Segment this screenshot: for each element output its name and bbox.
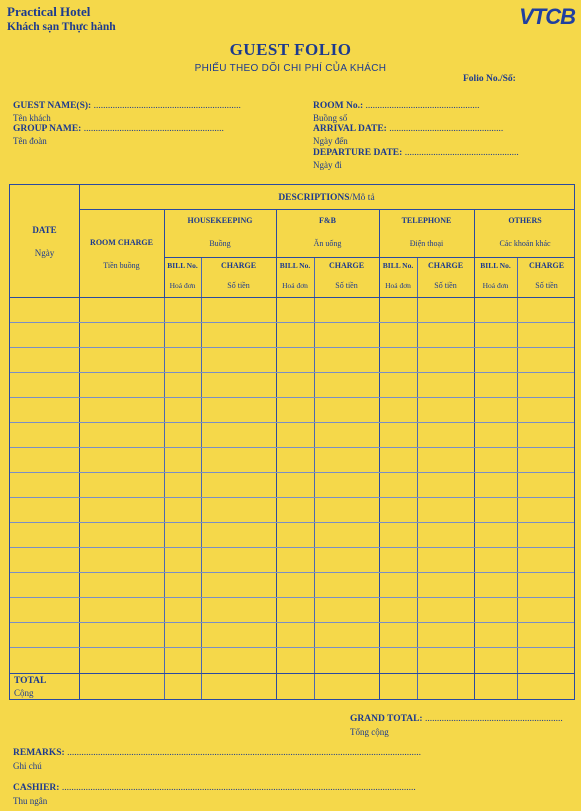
row-line [10,572,574,573]
departure-date-dots: ................................................ [404,148,519,158]
total-label: TOTAL [14,676,47,686]
fb-header-vi: Ăn uống [313,239,342,248]
room-charge-header-vi: Tiền buồng [103,261,140,270]
remarks-label: REMARKS: [13,748,65,758]
row-line [10,322,574,323]
arrival-date-field[interactable] [313,124,503,134]
group-name-field[interactable] [13,124,224,134]
remarks-field[interactable] [13,748,578,758]
group-name-vi: Tên đoàn [13,136,47,146]
telephone-header: TELEPHONE [401,216,452,225]
hk-charge-header-vi: Số tiền [227,281,250,290]
descriptions-label: DESCRIPTIONS [278,193,350,203]
room-no-vi: Buồng số [313,113,348,123]
grid-line [314,257,315,699]
row-line [10,547,574,548]
room-no-field[interactable] [313,101,480,111]
row-line [10,397,574,398]
grid-line [164,257,574,258]
descriptions-label-vi: /Mô tả [349,193,375,203]
arrival-date-label: ARRIVAL DATE: [313,124,387,134]
row-line [10,522,574,523]
oth-charge-header-vi: Số tiền [535,281,558,290]
fb-charge-header: CHARGE [328,261,365,270]
row-line [10,497,574,498]
cashier-dots: ..................................................................................................................................................... [61,783,416,793]
arrival-date-dots: ................................................ [389,124,504,134]
oth-bill-no-header: BILL No. [480,261,511,270]
room-charge-header: ROOM CHARGE [90,238,153,247]
grid-line [164,297,165,699]
row-line [10,422,574,423]
tel-bill-no-header: BILL No. [382,261,414,270]
tel-charge-header-vi: Số tiền [434,281,457,290]
grid-line [201,257,202,699]
remarks-vi: Ghi chú [13,761,42,771]
tel-charge-header: CHARGE [427,261,464,270]
fb-header: F&B [319,216,336,225]
oth-charge-header: CHARGE [528,261,565,270]
total-line [10,673,574,674]
guest-name-label: GUEST NAME(S): [13,101,92,111]
arrival-date-vi: Ngày đến [313,136,348,146]
row-line [10,622,574,623]
cashier-vi: Thu ngân [13,796,48,806]
hk-bill-no-header: BILL No. [167,261,198,270]
cashier-label: CASHIER: [13,783,60,793]
others-header: OTHERS [508,216,542,225]
housekeeping-header-vi: Buồng [209,239,231,248]
grid-line [417,257,418,699]
guest-name-dots: .............................................................. [93,101,241,111]
grand-total-field[interactable] [350,714,563,724]
grand-total-vi: Tổng cộng [350,727,389,737]
grid-line [79,209,574,210]
row-line [10,372,574,373]
total-label-vi: Cộng [14,688,34,698]
form-title: GUEST FOLIO [229,40,352,59]
departure-date-label: DEPARTURE DATE: [313,148,403,158]
fb-bill-no-header: BILL No. [279,261,311,270]
group-name-label: GROUP NAME: [13,124,82,134]
fb-bill-no-header-vi: Hoá đơn [282,281,308,290]
row-line [10,347,574,348]
grid-line [10,297,574,298]
room-no-label: ROOM No.: [313,101,364,111]
folio-table [9,184,575,700]
date-header: DATE [32,225,57,235]
hk-bill-no-header-vi: Hoá đơn [169,281,196,290]
hotel-name: Practical Hotel [7,4,91,19]
row-line [10,597,574,598]
telephone-header-vi: Điện thoại [409,239,444,248]
tel-bill-no-header-vi: Hoá đơn [385,281,411,290]
guest-name-field[interactable] [13,101,241,111]
housekeeping-header: HOUSEKEEPING [187,216,253,225]
departure-date-field[interactable] [313,148,519,158]
fb-charge-header-vi: Số tiền [335,281,358,290]
vtcb-logo: VTCB [519,4,575,29]
others-header-vi: Các khoản khác [499,239,551,248]
hk-charge-header: CHARGE [220,261,257,270]
cashier-field[interactable] [13,783,578,793]
grid-line [517,257,518,699]
departure-date-vi: Ngày đi [313,160,342,170]
folio-number-label: Folio No./Số: [463,74,516,84]
group-name-dots: ........................................................... [83,124,224,134]
row-line [10,647,574,648]
row-line [10,472,574,473]
guest-name-vi: Tên khách [13,113,51,123]
grand-total-label: GRAND TOTAL: [350,714,423,724]
hotel-name-vi: Khách sạn Thực hành [7,21,116,33]
date-header-vi: Ngày [34,248,55,258]
row-line [10,447,574,448]
form-subtitle: PHIẾU THEO DÕI CHI PHÍ CỦA KHÁCH [194,63,387,74]
descriptions-header [79,193,574,203]
remarks-dots: ..................................................................................................................................................... [67,748,421,758]
room-no-dots: ................................................ [365,101,480,111]
oth-bill-no-header-vi: Hoá đơn [482,281,509,290]
grand-total-dots: .......................................................... [424,714,563,724]
